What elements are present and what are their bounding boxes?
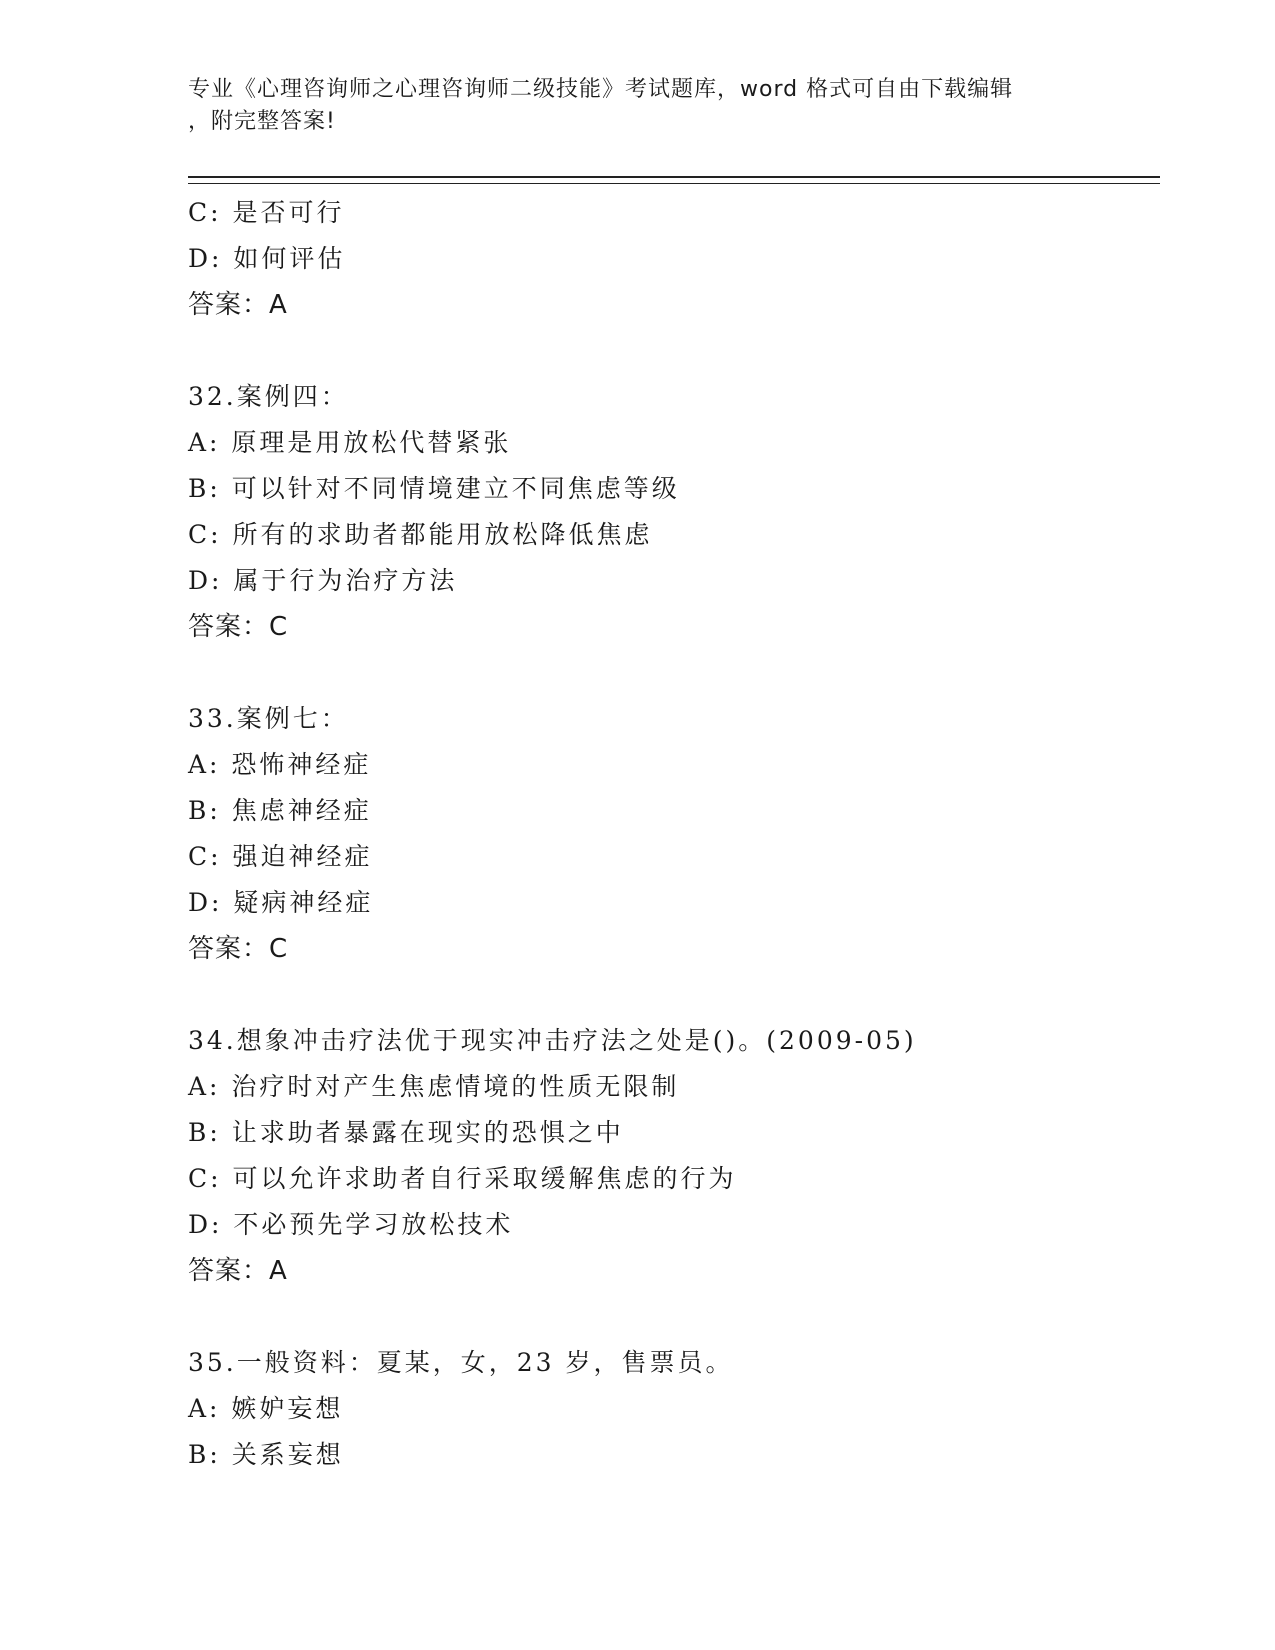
option-b: B: 让求助者暴露在现实的恐惧之中	[188, 1118, 624, 1147]
question-stem: 33.案例七：	[188, 704, 349, 733]
option-d: D: 疑病神经症	[188, 888, 374, 917]
option-a: A: 嫉妒妄想	[188, 1394, 344, 1423]
answer-line: 答案：C	[188, 612, 289, 642]
header-divider-thin	[188, 183, 1160, 184]
option-b: B: 关系妄想	[188, 1440, 344, 1469]
document-header	[188, 74, 1088, 138]
spacer	[188, 1294, 1158, 1340]
option-a: A: 恐怖神经症	[188, 750, 372, 779]
option-b: B: 焦虑神经症	[188, 796, 372, 825]
option-c: C: 可以允许求助者自行采取缓解焦虑的行为	[188, 1164, 737, 1193]
option-c: C: 强迫神经症	[188, 842, 373, 871]
option-c: C: 所有的求助者都能用放松降低焦虑	[188, 520, 653, 549]
option-c: C: 是否可行	[188, 198, 345, 227]
question-stem: 35.一般资料：夏某，女，23 岁，售票员。	[188, 1348, 734, 1377]
spacer	[188, 972, 1158, 1018]
header-title-line1: 专业《心理咨询师之心理咨询师二级技能》考试题库，word 格式可自由下载编辑	[188, 77, 1014, 102]
option-d: D: 如何评估	[188, 244, 346, 273]
header-divider-thick	[188, 176, 1160, 178]
option-d: D: 不必预先学习放松技术	[188, 1210, 514, 1239]
header-title-line2: ，附完整答案!	[188, 109, 336, 134]
spacer	[188, 650, 1158, 696]
question-stem: 34.想象冲击疗法优于现实冲击疗法之处是()。(2009-05)	[188, 1026, 917, 1055]
option-a: A: 治疗时对产生焦虑情境的性质无限制	[188, 1072, 680, 1101]
option-b: B: 可以针对不同情境建立不同焦虑等级	[188, 474, 680, 503]
option-a: A: 原理是用放松代替紧张	[188, 428, 512, 457]
answer-line: 答案：A	[188, 1256, 288, 1286]
question-list	[188, 190, 1158, 1478]
answer-line: 答案：C	[188, 934, 289, 964]
spacer	[188, 328, 1158, 374]
question-stem: 32.案例四：	[188, 382, 349, 411]
option-d: D: 属于行为治疗方法	[188, 566, 458, 595]
answer-line: 答案：A	[188, 290, 288, 320]
